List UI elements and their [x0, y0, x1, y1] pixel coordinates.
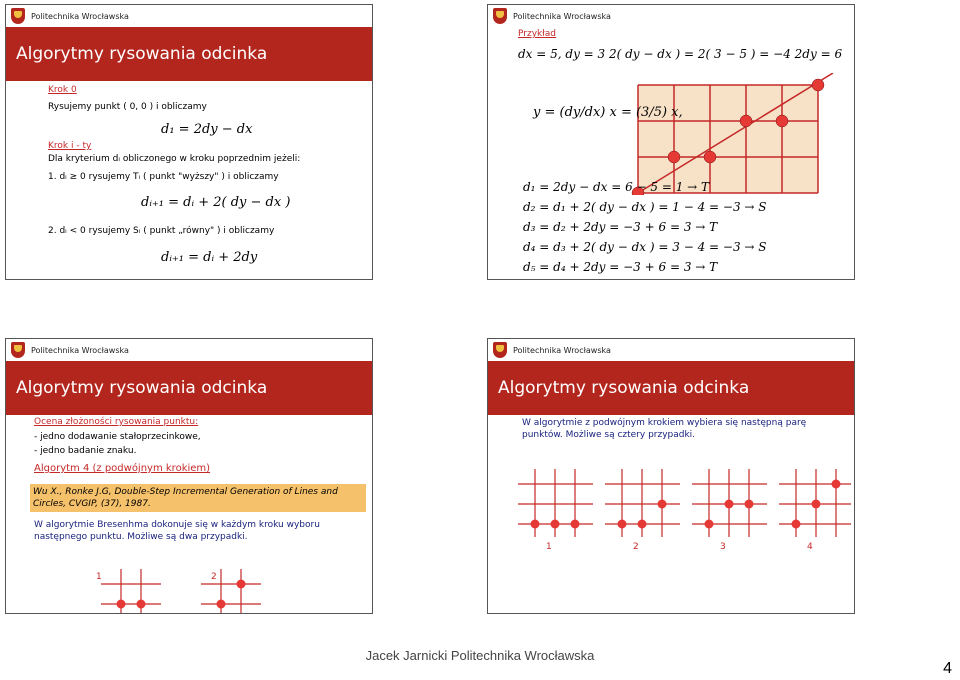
university-name: Politechnika Wrocławska — [31, 345, 129, 355]
case-label-1: 1 — [96, 572, 102, 582]
case-label-2: 2 — [211, 572, 217, 582]
step-d5: d₅ = d₄ + 2dy = −3 + 6 = 3 → T — [523, 260, 718, 274]
stepi-label: Krok i - ty — [48, 141, 92, 151]
step-d3: d₃ = d₂ + 2dy = −3 + 6 = 3 → T — [523, 220, 718, 234]
algorithm-label: Algorytm 4 (z podwójnym krokiem) — [34, 463, 211, 474]
bullet-1: - jedno dodawanie stałoprzecinkowe, — [34, 432, 201, 442]
y-formula: y = (dy/dx) x = (3/5) x, — [533, 105, 683, 120]
bullet-2: - jedno badanie znaku. — [34, 446, 137, 456]
slide-2 — [487, 4, 855, 280]
reference-box: Wu X., Ronke J.G, Double-Step Incremental Generation of Lines and Circles, CVGIP, (37), 1987. — [30, 484, 366, 512]
slide-3 — [5, 338, 373, 614]
slide-header — [488, 5, 854, 27]
complexity-label: Ocena złożoności rysowania punktu: — [34, 417, 199, 427]
criterion-text: Dla kryterium dᵢ obliczonego w kroku poprzednim jeżeli: — [48, 154, 301, 164]
university-name: Politechnika Wrocławska — [513, 11, 611, 21]
case1-text: 1. dᵢ ≥ 0 rysujemy Tᵢ ( punkt "wyższy" ) i obliczamy — [48, 172, 279, 182]
page-number: 4 — [943, 660, 952, 677]
university-logo-icon — [493, 8, 507, 24]
double-step-cases-diagram — [513, 429, 853, 539]
university-logo-icon — [493, 342, 507, 358]
step-d1: d₁ = 2dy − dx = 6 − 5 = 1 → T — [523, 180, 710, 194]
d1-formula: d₁ = 2dy − dx — [161, 122, 253, 137]
slide-header — [6, 5, 372, 27]
slide-title: Algorytmy rysowania odcinka — [6, 361, 372, 415]
example-label: Przykład — [518, 29, 557, 39]
example-header-formula: dx = 5, dy = 3 2( dy − dx ) = 2( 3 − 5 ) = −4 2dy = 6 — [518, 47, 843, 61]
slide-4 — [487, 338, 855, 614]
step0-text: Rysujemy punkt ( 0, 0 ) i obliczamy — [48, 102, 207, 112]
slide-title: Algorytmy rysowania odcinka — [488, 361, 854, 415]
case-label-2: 2 — [633, 542, 639, 552]
bresenham-text: W algorytmie Bresenhma dokonuje się w każdym kroku wyboru następnego punktu. Możliwe są dwa przypadki. — [34, 520, 320, 542]
slide-header — [6, 339, 372, 361]
bresenham-cases-diagram — [101, 564, 271, 614]
case1-formula: dᵢ₊₁ = dᵢ + 2( dy − dx ) — [141, 195, 291, 210]
slide-1 — [5, 4, 373, 280]
step-d2: d₂ = d₁ + 2( dy − dx ) = 1 − 4 = −3 → S — [523, 200, 767, 214]
step0-label: Krok 0 — [48, 85, 77, 95]
case-label-4: 4 — [807, 542, 813, 552]
steps-list — [523, 177, 767, 277]
university-name: Politechnika Wrocławska — [31, 11, 129, 21]
university-logo-icon — [11, 342, 25, 358]
footer-text: Jacek Jarnicki Politechnika Wrocławska — [365, 648, 595, 663]
slide-title: Algorytmy rysowania odcinka — [6, 27, 372, 81]
double-step-text: W algorytmie z podwójnym krokiem wybiera się następną parę punktów. Możliwe są cztery przypadki. — [522, 418, 807, 440]
university-logo-icon — [11, 8, 25, 24]
case2-formula: dᵢ₊₁ = dᵢ + 2dy — [161, 250, 258, 265]
university-name: Politechnika Wrocławska — [513, 345, 611, 355]
step-d4: d₄ = d₃ + 2( dy − dx ) = 3 − 4 = −3 → S — [523, 240, 767, 254]
slide-header — [488, 339, 854, 361]
case2-text: 2. dᵢ < 0 rysujemy Sᵢ ( punkt „równy" ) i obliczamy — [48, 226, 275, 236]
case-label-3: 3 — [720, 542, 726, 552]
case-label-1: 1 — [546, 542, 552, 552]
